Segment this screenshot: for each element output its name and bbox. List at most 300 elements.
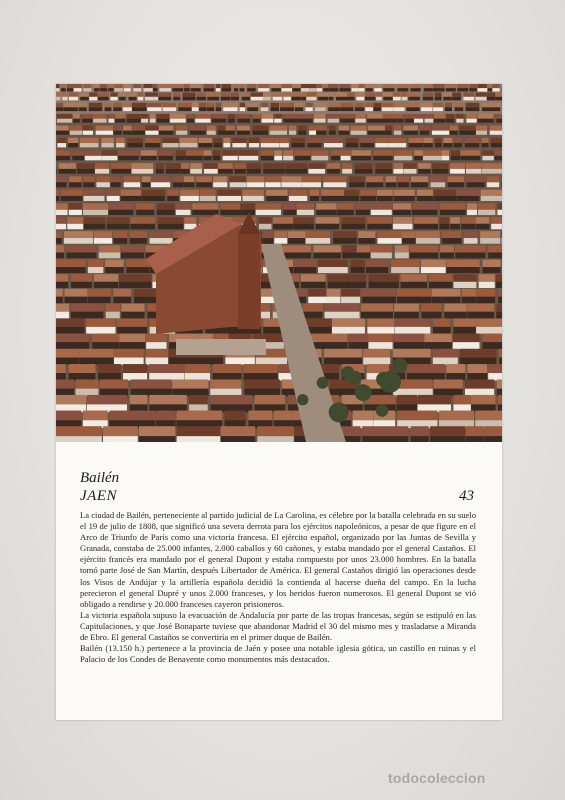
house-wall [316,131,326,135]
house-wall [141,196,164,201]
house-roof [119,334,145,343]
house-roof [145,138,160,143]
house-roof [441,150,449,156]
house-wall [207,107,215,111]
house-roof [375,138,388,143]
house-wall [368,342,392,349]
house-roof [316,126,326,131]
house-roof [64,231,93,238]
house-wall [393,169,403,174]
house-roof [440,203,466,209]
house-wall [89,107,103,111]
house-wall [141,156,157,161]
house-roof [365,92,376,96]
house-roof [397,289,431,297]
house-wall [450,131,458,135]
house-wall [452,97,461,101]
house-roof [72,150,84,156]
house-wall [166,169,181,174]
house-roof [433,190,456,196]
house-roof [142,176,151,182]
house-roof [394,304,419,312]
house-wall [101,143,113,147]
house-wall [422,312,442,319]
house-roof [173,176,184,182]
house-wall [281,182,301,187]
house-wall [378,238,402,244]
house-wall [475,97,486,101]
house-roof [248,411,272,421]
house-roof [444,304,466,312]
house-roof [383,114,397,119]
house-roof [357,245,370,252]
house-wall [483,267,501,273]
house-roof [478,203,495,209]
house-roof [70,126,82,131]
house-wall [73,119,80,123]
house-roof [465,138,479,143]
house-roof [418,395,451,404]
house-roof [298,114,313,119]
house-wall [433,327,451,334]
house-wall [184,88,190,91]
house-roof [497,379,502,388]
house-roof [56,289,63,297]
house-wall [176,156,186,161]
house-wall [222,88,231,91]
house-wall [467,373,487,380]
house-wall [127,119,141,123]
province-name: JAEN [80,488,117,504]
house-roof [56,203,68,209]
house-roof [418,163,430,169]
house-wall [114,238,128,244]
house-roof [251,92,263,96]
house-roof [443,138,452,143]
house-roof [127,138,143,143]
house-roof [478,84,487,88]
house-roof [69,203,82,209]
house-roof [136,203,154,209]
house-roof [224,411,245,421]
house-wall [356,210,370,215]
house-roof [328,84,338,88]
house-wall [416,238,440,244]
house-wall [207,97,219,101]
house-wall [126,267,149,273]
house-wall [445,107,452,111]
house-wall [124,182,140,187]
house-wall [261,156,274,161]
house-roof [495,150,502,156]
house-roof [247,163,261,169]
house-roof [389,138,407,143]
house-roof [59,163,76,169]
house-roof [237,126,250,131]
house-roof [261,150,274,156]
house-wall [293,224,313,229]
house-wall [114,131,122,135]
house-roof [463,92,474,96]
house-wall [401,282,428,288]
house-wall [56,156,70,161]
house-roof [475,92,486,96]
house-wall [156,169,164,174]
house-roof [373,150,392,156]
house-roof [156,163,164,169]
house-wall [119,97,126,101]
house-wall [182,97,195,101]
house-wall [190,131,206,135]
house-roof [455,245,485,252]
house-wall [485,436,502,442]
house-wall [410,252,438,258]
house-roof [56,274,68,282]
house-wall [377,196,393,201]
house-roof [466,176,484,182]
tree [297,394,308,405]
house-wall [218,169,233,174]
house-wall [482,107,494,111]
house-roof [223,138,230,143]
house-roof [149,395,186,404]
house-wall [492,88,499,91]
house-roof [383,92,392,96]
house-wall [263,169,285,174]
house-roof [462,289,476,297]
house-wall [253,119,261,123]
house-roof [121,304,144,312]
house-roof [291,138,304,143]
house-roof [67,217,83,224]
house-wall [83,88,91,91]
house-wall [240,107,245,111]
house-roof [341,150,351,156]
house-roof [200,190,216,196]
house-roof [107,217,130,224]
house-roof [321,190,344,196]
house-roof [492,84,499,88]
house-roof [410,245,438,252]
house-roof [56,217,66,224]
house-wall [448,182,465,187]
house-wall [440,252,454,258]
house-wall [386,182,397,187]
house-wall [383,119,397,123]
house-roof [253,114,261,119]
house-roof [398,114,404,119]
house-wall [195,119,210,123]
house-wall [223,156,238,161]
house-roof [249,138,259,143]
house-roof [315,103,326,108]
house-wall [342,252,356,258]
house-wall [439,224,449,229]
house-roof [328,274,352,282]
house-wall [488,373,502,380]
house-wall [446,373,465,380]
house-roof [153,84,158,88]
house-roof [76,379,99,388]
house-wall [61,88,66,91]
house-wall [487,97,496,101]
house-wall [111,169,131,174]
house-wall [310,196,319,201]
house-wall [292,88,300,91]
house-roof [371,203,392,209]
house-wall [280,143,289,147]
house-wall [435,143,442,147]
house-roof [230,176,246,182]
house-roof [240,103,245,108]
house-roof [355,103,364,108]
house-roof [433,103,443,108]
house-roof [94,231,112,238]
house-wall [86,327,115,334]
house-wall [462,297,476,303]
house-roof [190,126,206,131]
house-roof [355,163,373,169]
house-roof [367,114,383,119]
house-roof [266,190,287,196]
house-wall [476,297,495,303]
house-roof [145,126,158,131]
house-wall [89,97,97,101]
house-roof [274,150,282,156]
house-roof [377,190,393,196]
house-roof [56,84,59,88]
house-roof [115,114,125,119]
house-wall [340,119,354,123]
house-wall [376,97,382,101]
house-roof [124,84,131,88]
house-wall [421,107,432,111]
house-wall [458,267,480,273]
house-wall [310,342,347,349]
house-roof [324,349,362,358]
house-wall [394,312,419,319]
house-roof [423,150,441,156]
house-wall [476,131,487,135]
house-roof [450,217,460,224]
house-wall [371,252,392,258]
house-wall [332,327,365,334]
house-wall [56,282,68,288]
house-wall [398,182,409,187]
house-roof [371,245,392,252]
house-roof [467,364,487,373]
house-roof [497,203,502,209]
house-wall [366,182,383,187]
house-wall [176,210,191,215]
house-roof [365,103,373,108]
house-roof [455,103,464,108]
house-roof [295,150,310,156]
house-roof [394,150,412,156]
house-roof [166,163,181,169]
house-wall [344,196,359,201]
house-wall [130,224,155,229]
house-wall [308,143,322,147]
house-roof [386,176,397,182]
house-wall [98,97,109,101]
house-roof [425,114,434,119]
house-roof [71,304,104,312]
house-wall [243,196,264,201]
house-wall [130,238,147,244]
house-wall [329,131,336,135]
house-wall [158,97,171,101]
house-wall [80,358,114,365]
house-wall [454,143,462,147]
house-roof [326,289,340,297]
house-wall [360,196,376,201]
house-wall [95,169,109,174]
house-wall [333,238,357,244]
house-wall [351,156,371,161]
house-roof [465,379,494,388]
house-wall [80,143,99,147]
house-wall [292,97,302,101]
house-roof [83,176,94,182]
house-wall [371,210,392,215]
house-roof [317,84,322,88]
house-roof [218,126,226,131]
house-wall [191,88,201,91]
house-wall [498,297,502,303]
house-roof [240,203,255,209]
house-wall [168,358,186,365]
page-number: 43 [459,488,474,504]
house-wall [365,97,376,101]
house-roof [143,84,152,88]
house-roof [56,426,102,436]
house-roof [367,364,389,373]
house-wall [93,119,106,123]
house-wall [240,210,255,215]
house-roof [96,126,113,131]
house-roof [393,163,403,169]
house-roof [92,334,119,343]
house-roof [476,289,495,297]
house-wall [225,358,254,365]
house-roof [344,190,359,196]
house-wall [456,196,479,201]
house-wall [283,156,293,161]
house-wall [103,436,138,442]
house-wall [207,131,216,135]
house-wall [146,358,169,365]
house-roof [139,426,175,436]
house-wall [490,131,502,135]
house-wall [313,252,340,258]
house-roof [292,84,300,88]
house-roof [337,203,354,209]
house-roof [273,217,293,224]
house-wall [394,342,424,349]
house-wall [395,252,409,258]
house-roof [467,203,477,209]
house-wall [289,196,307,201]
house-roof [192,103,199,108]
house-wall [237,131,250,135]
house-roof [247,176,265,182]
house-roof [195,114,210,119]
house-wall [431,182,445,187]
house-roof [424,84,433,88]
house-roof [57,114,72,119]
house-wall [221,97,231,101]
house-wall [270,131,288,135]
house-wall [433,358,458,365]
house-roof [159,126,174,131]
house-wall [328,119,339,123]
house-roof [443,92,451,96]
house-roof [56,245,64,252]
house-wall [496,312,502,319]
house-roof [56,92,61,96]
house-roof [432,126,449,131]
house-roof [113,289,131,297]
house-roof [182,92,195,96]
tree [355,384,372,401]
house-wall [100,88,107,91]
house-wall [259,224,272,229]
house-wall [84,196,105,201]
house-wall [435,97,442,101]
house-roof [271,84,281,88]
house-wall [218,196,242,201]
house-roof [356,203,370,209]
house-roof [127,114,141,119]
house-wall [424,342,451,349]
house-roof [56,150,70,156]
house-wall [107,196,120,201]
town-name: Bailén [80,470,120,486]
house-roof [213,364,242,373]
house-wall [309,131,316,135]
house-wall [83,131,93,135]
house-wall [466,436,484,442]
house-roof [207,92,219,96]
house-wall [251,97,263,101]
house-roof [393,92,401,96]
paragraph-battle: La ciudad de Bailén, perteneciente al partido judicial de La Carolina, es célebre por la batalla celebrada en su suelo el 19 de julio de 1808, que significó una severa derrota para los ejércitos napoleónicos, a pesar de que figure en el Arco de Triunfo de París como una victoria francesa. El ejército español, organizado por las Juntas de Sevilla y Granada, constaba de 25.000 infantes, 2.000 caballos y 60 cañones, y estaba mandado por el general Castaños. El ejército francés era mandado por el general Dupont y estaba compuesto por unos 23.000 hombres. En la batalla tomó parte José de San Martín, después Libertador de América. El general Castaños dirigió las operaciones desde los Visos de Andújar y la artillería española decidió la contienda al hacerse dueña del campo. En la lucha perecieron el general Dupré y unos 2.000 franceses, y los heridos fueron numerosos. El general Dupont se vió obligado a rendirse y 20.000 franceses cayeron prisioneros. [80,510,476,609]
house-roof [213,176,227,182]
house-roof [176,150,186,156]
house-roof [498,289,502,297]
house-wall [478,119,494,123]
house-roof [488,245,502,252]
house-wall [342,224,366,229]
house-roof [103,426,138,436]
house-roof [310,334,347,343]
house-roof [221,426,256,436]
house-wall [482,143,489,147]
house-roof [358,231,375,238]
house-roof [286,163,308,169]
house-wall [394,131,401,135]
house-roof [323,84,328,88]
house-wall [393,224,412,229]
house-roof [114,231,128,238]
house-roof [238,114,250,119]
house-roof [108,203,133,209]
house-wall [129,97,137,101]
house-roof [490,126,502,131]
house-roof [374,84,381,88]
house-roof [151,176,170,182]
